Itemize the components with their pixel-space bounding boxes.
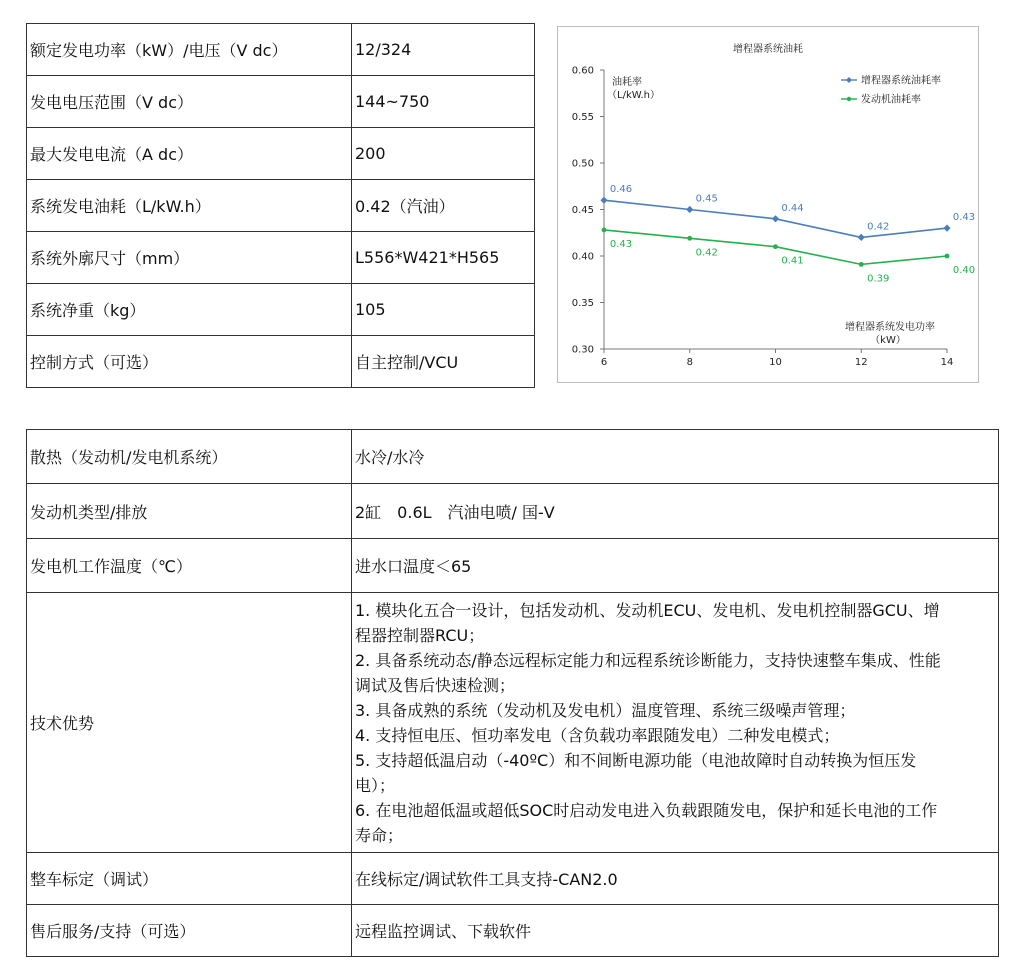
spec-label: 控制方式（可选） [27,336,352,388]
x-tick-label: 10 [769,357,782,368]
table-row [27,484,999,539]
data-point [772,215,779,222]
data-label: 0.43 [952,212,976,224]
spec-label: 系统净重（kg） [27,284,352,336]
advantage-line: 寿命； [355,825,404,845]
advantage-line: 1. 模块化五合一设计，包括发动机、发动机ECU、发电机、发电机控制器GCU、增 [355,600,940,620]
table-row [27,539,999,593]
spec-label: 售后服务/支持（可选） [27,905,352,957]
spec-value: 在线标定/调试软件工具支持-CAN2.0 [352,853,999,905]
spec-value: 2缸 0.6L 汽油电喷/ 国-Ⅴ [352,484,999,539]
legend-entry: 增程器系统油耗率 [861,75,941,87]
data-label: 0.42 [867,221,890,233]
y-tick-label: 0.60 [571,65,594,77]
y-tick-label: 0.45 [571,205,594,216]
data-label: 0.45 [695,193,718,205]
spec-label: 发动机类型/排放 [27,484,352,539]
data-label: 0.40 [952,265,976,276]
legend-marker [846,77,852,83]
spec-value: 远程监控调试、下载软件 [352,905,999,957]
spec-label: 发电电压范围（V dc） [27,76,352,128]
data-point [859,262,864,267]
table-row [27,128,535,180]
chart-title: 增程器系统油耗 [733,44,803,55]
spec-value: 200 [352,128,535,180]
x-axis-label: 增程器系统发电功率 [845,322,935,333]
spec-value: 进水口温度＜65 [352,539,999,593]
x-tick-label: 6 [600,357,608,368]
spec-table-top [26,23,535,388]
data-point [773,244,778,249]
x-axis-label-unit: （kW） [870,335,906,346]
data-point [943,225,950,232]
y-tick-label: 0.30 [571,344,594,356]
y-axis-label: 油耗率 [612,77,642,88]
data-label: 0.44 [781,202,804,214]
spec-label: 最大发电电流（A dc） [27,128,352,180]
legend-marker [847,97,851,101]
legend-entry: 发动机油耗率 [861,94,921,106]
spec-table-bottom [26,429,999,957]
table-row [27,284,535,336]
spec-value: 水冷/水冷 [352,430,999,484]
spec-value: 105 [352,284,535,336]
spec-value: 144~750 [352,76,535,128]
advantage-line: 电）； [355,775,396,795]
data-point [945,254,950,259]
table-row [27,593,999,853]
spec-value: 0.42（汽油） [352,180,535,232]
table-row [27,76,535,128]
spec-value-advantages [352,593,999,853]
table-row [27,853,999,905]
advantage-line: 程器控制器RCU； [355,625,485,645]
spec-label: 系统发电油耗（L/kW.h） [27,180,352,232]
y-tick-label: 0.35 [571,298,594,309]
advantage-line: 4. 支持恒电压、恒功率发电（含负载功率跟随发电）二种发电模式； [355,725,840,745]
spec-label: 额定发电功率（kW）/电压（V dc） [27,24,352,76]
spec-value: L556*W421*H565 [352,232,535,284]
spec-label: 系统外廓尺寸（mm） [27,232,352,284]
fuel-consumption-chart [557,26,979,383]
data-point [858,234,865,241]
spec-value: 12/324 [352,24,535,76]
y-tick-label: 0.50 [571,158,594,170]
table-row [27,336,535,388]
y-tick-label: 0.40 [571,251,594,263]
x-tick-label: 14 [940,357,954,368]
advantage-line: 5. 支持超低温启动（-40ºC）和不间断电源功能（电池故障时自动转换为恒压发 [355,750,917,770]
data-point [602,228,607,233]
chart-svg [558,27,978,382]
y-axis-label-unit: （L/kW.h） [607,90,660,101]
table-row [27,232,535,284]
table-row [27,430,999,484]
data-label: 0.43 [609,238,633,250]
data-label: 0.39 [867,273,890,285]
advantage-line: 3. 具备成熟的系统（发动机及发电机）温度管理、系统三级噪声管理； [355,700,856,720]
spec-value: 自主控制/VCU [352,336,535,388]
data-label: 0.42 [695,247,718,259]
spec-label: 散热（发动机/发电机系统） [27,430,352,484]
x-tick-label: 12 [854,357,868,368]
table-row [27,180,535,232]
data-label: 0.46 [609,184,633,196]
spec-label: 技术优势 [27,593,352,853]
spec-label: 发电机工作温度（℃） [27,539,352,593]
data-point [687,236,692,241]
advantage-line: 2. 具备系统动态/静态远程标定能力和远程系统诊断能力，支持快速整车集成、性能 [355,650,941,670]
x-tick-label: 8 [686,357,693,368]
spec-label: 整车标定（调试） [27,853,352,905]
advantage-line: 调试及售后快速检测； [355,675,516,695]
data-point [686,206,693,213]
data-point [600,197,607,204]
table-row [27,905,999,957]
y-tick-label: 0.55 [571,112,594,123]
data-label: 0.41 [781,255,804,267]
table-row [27,24,535,76]
advantage-line: 6. 在电池超低温或超低SOC时启动发电进入负载跟随发电，保护和延长电池的工作 [355,800,938,820]
